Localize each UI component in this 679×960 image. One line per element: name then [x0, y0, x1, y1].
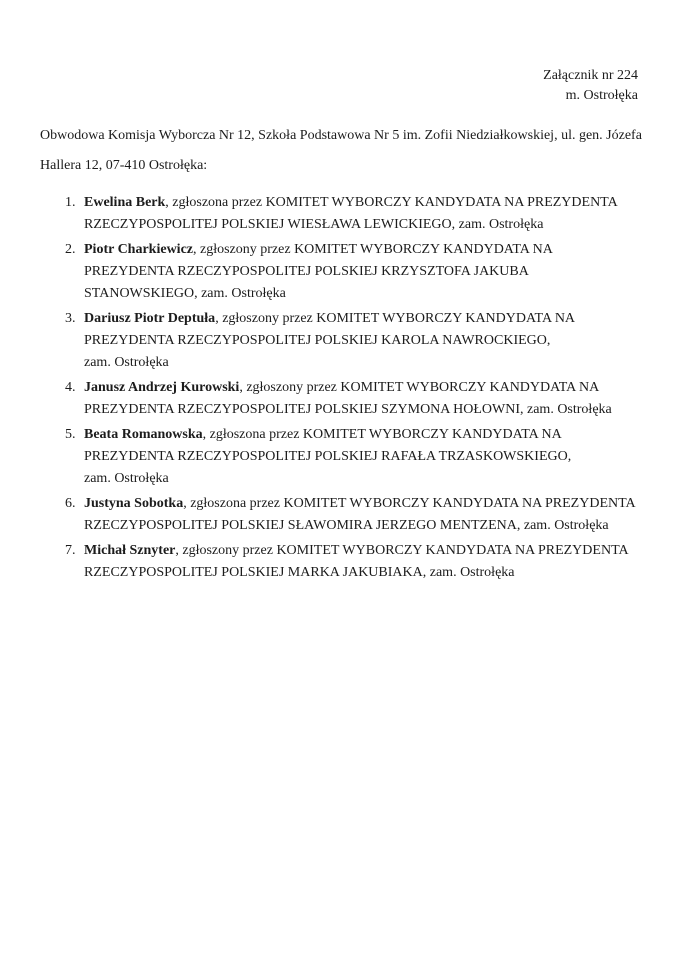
item-line: Ewelina Berk, zgłoszona przez KOMITET WYBORCZY KANDYDATA NA PREZYDENTA [84, 195, 618, 210]
item-text [84, 424, 571, 490]
item-line: STANOWSKIEGO, zam. Ostrołęka [84, 286, 286, 301]
member-name: Piotr Charkiewicz [84, 242, 193, 257]
member-name: Dariusz Piotr Deptuła [84, 311, 216, 326]
paragraph-line: Obwodowa Komisja Wyborcza Nr 12, Szkoła Podstawowa Nr 5 im. Zofii Niedziałkowskiej, ul. gen. Józefa [40, 128, 642, 143]
item-line: PREZYDENTA RZECZYPOSPOLITEJ POLSKIEJ KAROLA NAWROCKIEGO, [84, 333, 551, 348]
list-item [65, 424, 636, 490]
item-number: 2. [65, 242, 76, 257]
item-number: 7. [65, 543, 76, 558]
member-list [65, 192, 636, 587]
member-name: Ewelina Berk [84, 195, 166, 210]
item-number: 4. [65, 380, 76, 395]
item-text [84, 540, 629, 584]
list-item [65, 377, 636, 421]
list-item [65, 239, 636, 305]
item-line: PREZYDENTA RZECZYPOSPOLITEJ POLSKIEJ SZYMONA HOŁOWNI, zam. Ostrołęka [84, 402, 612, 417]
item-number: 3. [65, 311, 76, 326]
member-name: Janusz Andrzej Kurowski [84, 380, 240, 395]
item-line: RZECZYPOSPOLITEJ POLSKIEJ SŁAWOMIRA JERZEGO MENTZENA, zam. Ostrołęka [84, 518, 609, 533]
attachment-number: Załącznik nr 224 [543, 68, 638, 83]
item-line: Beata Romanowska, zgłoszona przez KOMITET WYBORCZY KANDYDATA NA [84, 427, 562, 442]
item-line: PREZYDENTA RZECZYPOSPOLITEJ POLSKIEJ KRZYSZTOFA JAKUBA [84, 264, 529, 279]
item-text [84, 377, 612, 421]
item-text [84, 493, 636, 537]
member-name: Beata Romanowska [84, 427, 203, 442]
item-line: zam. Ostrołęka [84, 471, 169, 486]
item-text [84, 192, 618, 236]
item-line: Michał Sznyter, zgłoszony przez KOMITET WYBORCZY KANDYDATA NA PREZYDENTA [84, 543, 629, 558]
item-line: zam. Ostrołęka [84, 355, 169, 370]
item-line: Justyna Sobotka, zgłoszona przez KOMITET WYBORCZY KANDYDATA NA PREZYDENTA [84, 496, 636, 511]
list-item [65, 192, 636, 236]
item-text [84, 239, 553, 305]
item-line: RZECZYPOSPOLITEJ POLSKIEJ WIESŁAWA LEWICKIEGO, zam. Ostrołęka [84, 217, 544, 232]
item-number: 1. [65, 195, 76, 210]
item-line: Piotr Charkiewicz, zgłoszony przez KOMITET WYBORCZY KANDYDATA NA [84, 242, 553, 257]
paragraph-line: Hallera 12, 07-410 Ostrołęka: [40, 158, 208, 173]
list-item [65, 540, 636, 584]
item-line: PREZYDENTA RZECZYPOSPOLITEJ POLSKIEJ RAFAŁA TRZASKOWSKIEGO, [84, 449, 572, 464]
list-item [65, 493, 636, 537]
attachment-header [543, 66, 638, 106]
item-line: Janusz Andrzej Kurowski, zgłoszony przez KOMITET WYBORCZY KANDYDATA NA [84, 380, 600, 395]
member-name: Justyna Sobotka [84, 496, 184, 511]
item-number: 6. [65, 496, 76, 511]
list-item [65, 308, 636, 374]
attachment-city: m. Ostrołęka [565, 88, 638, 103]
commission-description [40, 121, 642, 181]
member-name: Michał Sznyter [84, 543, 176, 558]
item-line: Dariusz Piotr Deptuła, zgłoszony przez KOMITET WYBORCZY KANDYDATA NA [84, 311, 576, 326]
item-line: RZECZYPOSPOLITEJ POLSKIEJ MARKA JAKUBIAKA, zam. Ostrołęka [84, 565, 515, 580]
item-number: 5. [65, 427, 76, 442]
item-text [84, 308, 575, 374]
